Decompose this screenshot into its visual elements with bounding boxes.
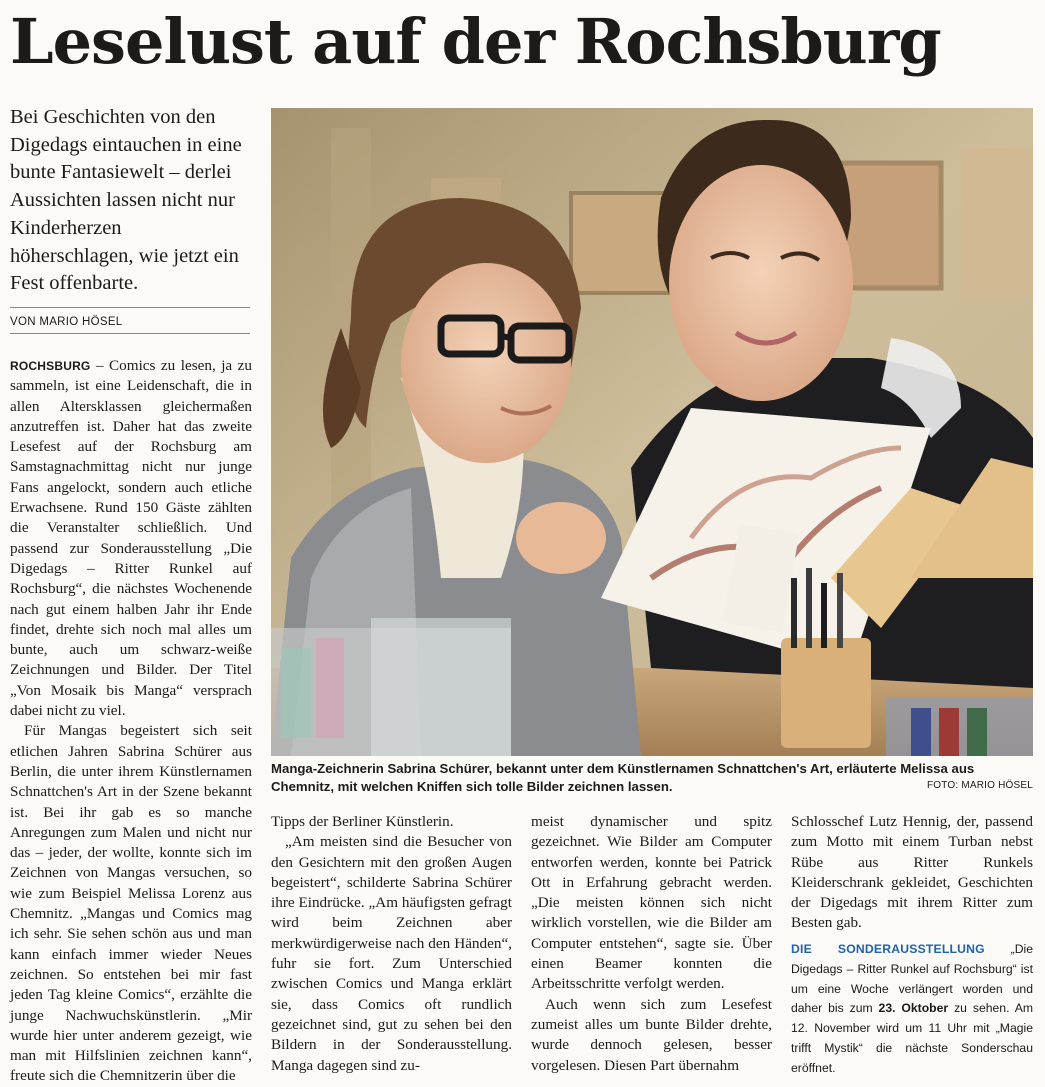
lead-paragraph: Bei Geschichten von den Digedags eintauchen in eine bunte Fantasiewelt – derlei Aussichten lassen nicht nur Kinderherzen höherschlagen, wie jetzt ein Fest offenbarte.: [10, 106, 242, 295]
byline: VON MARIO HÖSEL: [10, 307, 250, 334]
article-paragraph-6: Auch wenn sich zum Lesefest zumeist alles um bunte Bilder drehte, wurde dennoch gelesen, besser vorgelesen. Diesen Part übernahm: [531, 995, 772, 1074]
article-column-4: [791, 812, 1033, 952]
info-box: DIE SONDERAUSSTELLUNG „Die Digedags – Ritter Runkel auf Rochsburg“ ist um eine Woche verlängert worden und daher bis zum 23. Oktober zu sehen. Am 12. November wird um 11 Uhr mit „Magie trifft Mystik“ die nächste Sonderschau eröffnet.: [791, 942, 1033, 1075]
photo-caption: Manga-Zeichnerin Sabrina Schürer, bekannt unter dem Künstlernamen Schnattchen's Art, erläuterte Melissa aus Chemnitz, mit welchen Kniffen sich tolle Bilder zeichnen lassen.: [271, 761, 975, 794]
article-paragraph-4: „Am meisten sind die Besucher von den Gesichtern mit den großen Augen begeistert“, schilderte Sabrina Schürer ihre Eindrücke. „Am häufigsten gefragt wird beim Zeichnen aber merkwürdigerweise nach den Händen“, fuhr sie fort. Zum Unterschied zwischen Comics und Manga erklärt sie, dass Comics oft rundlich gezeichnet sind, gut zu sehen bei den Bildern in der Sonderausstellung. Manga dagegen sind zu-: [271, 833, 512, 1074]
article-paragraph-3: Tipps der Berliner Künstlerin.: [271, 813, 454, 830]
article-paragraph-2: Für Mangas begeistert sich seit etlichen Jahren Sabrina Schürer aus Berlin, die unter ihrem Künstlernamen Schnattchen's Art in der Szene bekannt ist. Bei ihr gab es so manche Anregungen zum Malen und nicht nur das – jeder, der wollte, konnte sich im Zeichnen von Mangas versuchen, so wie zum Beispiel Melissa Lorenz aus Chemnitz. „Mangas und Comics mag ich sehr. Sie sehen schön aus und man kann einfach immer wieder Neues zeichnen. So entstehen bei mir fast jeden Tag kleine Comics“, erzählte die junge Nachwuchskünstlerin. „Mir wurde hier unter anderem gezeigt, wie man mit Hilfslinien zeichnen kann“, freute sich die Chemnitzerin über die: [10, 722, 252, 1085]
article-paragraph-1: ROCHSBURG – Comics zu lesen, ja zu sammeln, ist eine Leidenschaft, die in allen Altersklassen gleichermaßen anzutreffen ist. Daher hat das zweite Lesefest auf der Rochsburg am Samstagnachmittag nicht nur junge Fans angelockt, sondern auch etliche Erwachsene. Rund 150 Gäste zählten die Veranstalter schließlich. Und passend zur Sonderausstellung „Die Digedags – Ritter Runkel auf Rochsburg“, die nächstes Wochenende nach gut einem halben Jahr ihr Ende findet, drehte sich noch mal alles um bunte, auch um schwarz-weiße Zeichnungen und Bilder. Der Titel „Von Mosaik bis Manga“ versprach dabei nicht zu viel.: [10, 357, 252, 720]
article-column-2: [271, 812, 512, 1074]
dateline: ROCHSBURG: [10, 359, 91, 373]
headline: Leselust auf der Rochsburg: [10, 5, 941, 78]
article-paragraph-5: meist dynamischer und spitz gezeichnet. Wie Bilder am Computer entworfen werden, konnte bei Patrick Ott in Erfahrung gebracht werden. „Die meisten können sich nicht wirklich vorstellen, wie die Bilder am Computer entstehen“, sagte sie. Über einen Beamer konnten die Arbeitsschritte verfolgt werden.: [531, 813, 772, 993]
article-column-1: [10, 356, 252, 1085]
article-paragraph-7: Schlosschef Lutz Hennig, der, passend zum Motto mit einem Turban nebst Rübe aus Ritter Runkels Kleiderschrank gekleidet, Geschichten der Digedags mit ihrem Ritter zum Besten gab.: [791, 813, 1033, 932]
photo-illustration: [271, 108, 1033, 756]
article-column-3: [531, 812, 772, 1074]
photo-credit: FOTO: MARIO HÖSEL: [921, 780, 1033, 791]
article-photo: [271, 108, 1033, 756]
info-box-tag: DIE SONDERAUSSTELLUNG: [791, 942, 985, 956]
info-box-date: 23. Oktober: [878, 1001, 949, 1016]
